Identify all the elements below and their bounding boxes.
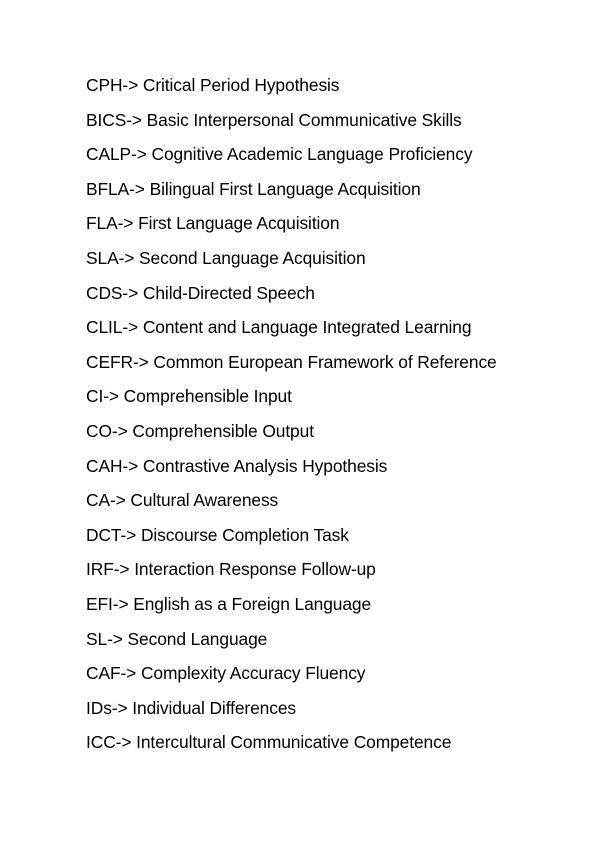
abbreviation-entry-fla: FLA-> First Language Acquisition bbox=[86, 213, 340, 234]
abbreviation-entry-bfla: BFLA-> Bilingual First Language Acquisition bbox=[86, 178, 421, 199]
abbreviation-entry-sla: SLA-> Second Language Acquisition bbox=[86, 247, 366, 268]
abbreviation-entry-clil: CLIL-> Content and Language Integrated Learning bbox=[86, 317, 472, 338]
abbreviation-entry-dct: DCT-> Discourse Completion Task bbox=[86, 524, 349, 545]
abbreviation-list bbox=[86, 74, 497, 766]
abbreviation-entry-bics: BICS-> Basic Interpersonal Communicative Skills bbox=[86, 109, 462, 130]
abbreviation-entry-ids: IDs-> Individual Differences bbox=[86, 697, 297, 718]
abbreviation-entry-icc: ICC-> Intercultural Communicative Competence bbox=[86, 732, 452, 753]
abbreviation-entry-co: CO-> Comprehensible Output bbox=[86, 420, 314, 441]
abbreviation-entry-efi: EFI-> English as a Foreign Language bbox=[86, 593, 372, 614]
abbreviation-entry-ci: CI-> Comprehensible Input bbox=[86, 386, 292, 407]
abbreviation-entry-cah: CAH-> Contrastive Analysis Hypothesis bbox=[86, 455, 388, 476]
abbreviation-entry-irf: IRF-> Interaction Response Follow-up bbox=[86, 559, 376, 580]
abbreviation-entry-cph: CPH-> Critical Period Hypothesis bbox=[86, 75, 340, 95]
abbreviation-entry-cds: CDS-> Child-Directed Speech bbox=[86, 282, 315, 303]
abbreviation-entry-sl: SL-> Second Language bbox=[86, 628, 268, 649]
abbreviation-entry-ca: CA-> Cultural Awareness bbox=[86, 490, 279, 511]
abbreviation-entry-caf: CAF-> Complexity Accuracy Fluency bbox=[86, 663, 366, 684]
abbreviation-entry-cefr: CEFR-> Common European Framework of Reference bbox=[86, 351, 497, 372]
abbreviation-entry-calp: CALP-> Cognitive Academic Language Proficiency bbox=[86, 144, 473, 165]
